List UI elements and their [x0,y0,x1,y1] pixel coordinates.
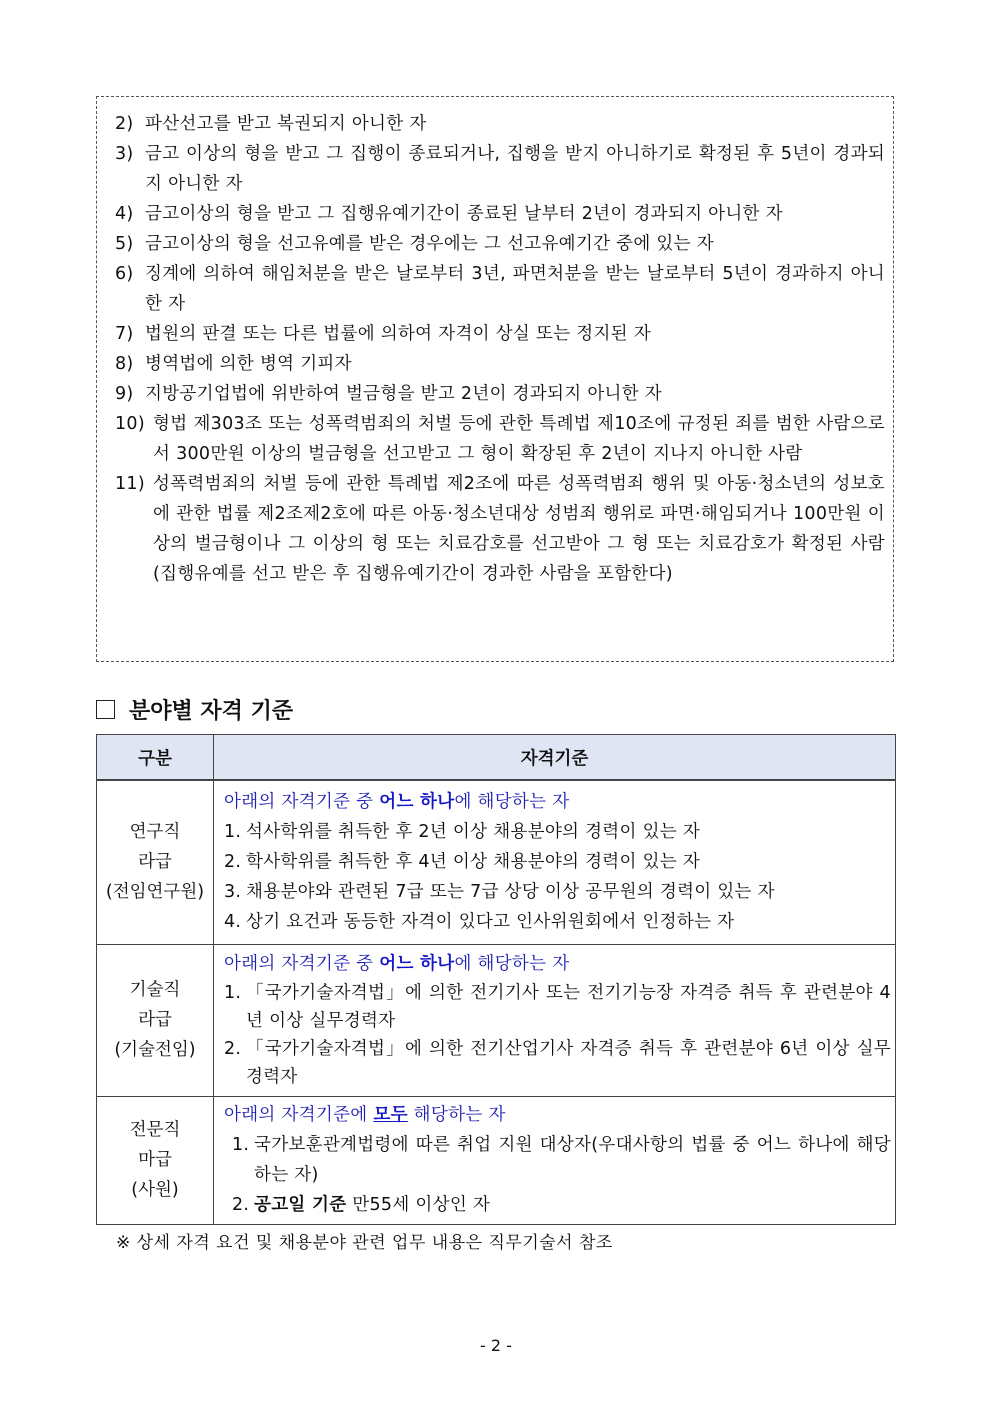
list-item: 5) 금고이상의 형을 선고유예를 받은 경우에는 그 선고유예기간 중에 있는 자 [115,234,714,254]
criteria-cell [214,944,896,1096]
criteria-item: 1. 국가보훈관계법령에 따른 취업 지원 대상자(우대사항의 법률 중 어느 하나에 해당하는 자) [232,1135,891,1185]
table-row [97,780,896,944]
table-row [97,1096,896,1224]
criteria-item: 3. 채용분야와 관련된 7급 또는 7급 상당 이상 공무원의 경력이 있는 자 [224,882,775,903]
list-item: 3) 금고 이상의 형을 받고 그 집행이 종료되거나, 집행을 받지 아니하기로 확정된 후 5년이 경과되지 아니한 자 [115,144,885,194]
criteria-intro: 아래의 자격기준 중 어느 하나에 해당하는 자 [224,792,570,813]
category-cell: 전문직 마급 (사원) [97,1096,214,1224]
page-number: - 2 - [480,1336,512,1355]
disqualification-box [96,96,894,662]
criteria-item: 2. 공고일 기준 만55세 이상인 자 [232,1195,491,1215]
table-row [97,944,896,1096]
criteria-item: 1. 석사학위를 취득한 후 2년 이상 채용분야의 경력이 있는 자 [224,822,701,843]
criteria-item: 2. 학사학위를 취득한 후 4년 이상 채용분야의 경력이 있는 자 [224,852,701,873]
list-item: 6) 징계에 의하여 해임처분을 받은 날로부터 3년, 파면처분을 받는 날로부터 5년이 경과하지 아니한 자 [115,264,885,314]
checkbox-square-icon [96,700,115,719]
list-item: 8) 병역법에 의한 병역 기피자 [115,354,352,374]
criteria-item: 4. 상기 요건과 동등한 자격이 있다고 인사위원회에서 인정하는 자 [224,912,735,933]
criteria-cell [214,1096,896,1224]
section-heading [96,694,293,725]
category-cell: 연구직 라급 (전임연구원) [97,780,214,944]
criteria-cell [214,780,896,944]
section-title-text: 분야별 자격 기준 [129,698,294,724]
criteria-item: 1. 「국가기술자격법」에 의한 전기기사 또는 전기기능장 자격증 취득 후 관련분야 4년 이상 실무경력자 [224,983,891,1031]
criteria-intro: 아래의 자격기준 중 어느 하나에 해당하는 자 [224,954,570,974]
list-item: 2) 파산선고를 받고 복권되지 아니한 자 [115,114,427,134]
criteria-item: 2. 「국가기술자격법」에 의한 전기산업기사 자격증 취득 후 관련분야 6년 이상 실무경력자 [224,1039,891,1087]
list-item: 11) 성폭력범죄의 처벌 등에 관한 특례법 제2조에 따른 성폭력범죄 행위 및 아동·청소년의 성보호에 관한 법률 제2조제2호에 따른 아동·청소년대상 성범죄 행위로 파면·해임되거나 100만원 이상의 벌금형이나 그 이상의 형 또는 치료감호를 선고받아 그 형 또는 치료감호가 확정된 사람(집행유예를 선고 받은 후 집행유예기간이 경과한 사람을 포함한다) [115,474,885,584]
list-item: 7) 법원의 판결 또는 다른 법률에 의하여 자격이 상실 또는 정지된 자 [115,324,651,344]
header-criteria: 자격기준 [214,735,896,781]
table-header-row [97,735,896,781]
list-item: 4) 금고이상의 형을 받고 그 집행유예기간이 종료된 날부터 2년이 경과되지 아니한 자 [115,204,783,224]
criteria-intro: 아래의 자격기준에 모두 해당하는 자 [224,1105,506,1125]
list-item: 10) 형법 제303조 또는 성폭력범죄의 처벌 등에 관한 특례법 제10조에 규정된 죄를 범한 사람으로서 300만원 이상의 벌금형을 선고받고 그 형이 확장된 후 2년이 지나지 아니한 사람 [115,414,885,464]
category-cell: 기술직 라급 (기술전임) [97,944,214,1096]
qualification-table [96,734,896,1225]
disqualification-list [97,97,893,589]
list-item: 9) 지방공기업법에 위반하여 벌금형을 받고 2년이 경과되지 아니한 자 [115,384,663,404]
header-category: 구분 [97,735,214,781]
footnote: ※ 상세 자격 요건 및 채용분야 관련 업무 내용은 직무기술서 참조 [116,1233,613,1253]
